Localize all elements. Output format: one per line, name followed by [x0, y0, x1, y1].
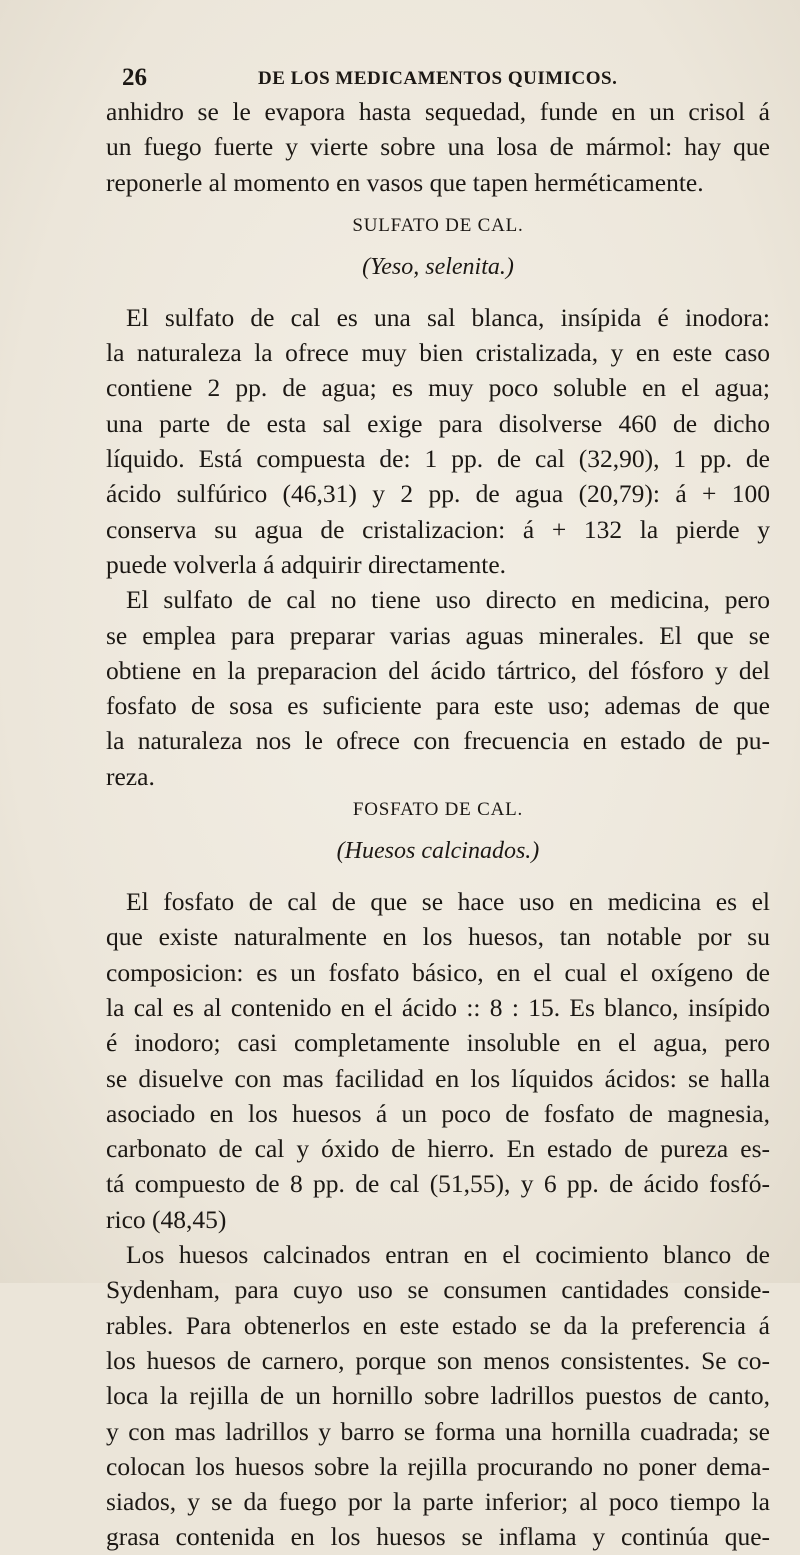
- text-line: puede volverla á adquirir directamente.: [106, 549, 507, 579]
- text-line: la naturaleza nos le ofrece con frecuencia en estado de pu-: [106, 726, 770, 756]
- text-line: reponerle al momento en vasos que tapen herméticamente.: [106, 167, 704, 197]
- text-line: El fosfato de cal de que se hace uso en medicina es el: [126, 887, 770, 917]
- text-line: carbonato de cal y óxido de hierro. En estado de pureza es-: [106, 1134, 770, 1164]
- text-line: y con mas ladrillos y barro se forma una hornilla cuadrada; se: [106, 1416, 770, 1446]
- text-line: El sulfato de cal no tiene uso directo en medicina, pero: [126, 585, 770, 615]
- text-line: una parte de esta sal exige para disolverse 460 de dicho: [106, 408, 770, 438]
- text-line: El sulfato de cal es una sal blanca, insípida é inodora:: [126, 302, 770, 332]
- text-line: ácido sulfúrico (46,31) y 2 pp. de agua (20,79): á + 100: [106, 479, 770, 509]
- text-line: Los huesos calcinados entran en el cocimiento blanco de: [126, 1240, 770, 1270]
- text-line: se emplea para preparar varias aguas minerales. El que se: [106, 620, 770, 650]
- text-line: líquido. Está compuesta de: 1 pp. de cal (32,90), 1 pp. de: [106, 444, 770, 474]
- text-line: anhidro se le evapora hasta sequedad, funde en un crisol á: [106, 97, 770, 126]
- section-subtitle-sulfato: (Yeso, selenita.): [362, 253, 514, 280]
- text-line: asociado en los huesos á un poco de fosfato de magnesia,: [106, 1098, 770, 1128]
- text-line: rables. Para obtenerlos en este estado se da la preferencia á: [106, 1310, 770, 1340]
- main-text: [106, 94, 770, 1555]
- text-line: Sydenham, para cuyo uso se consumen cantidades conside-: [106, 1275, 770, 1305]
- text-line: obtiene en la preparacion del ácido tártrico, del fósforo y del: [106, 655, 770, 685]
- text-line: la cal es al contenido en el ácido :: 8 : 15. Es blanco, insípido: [106, 992, 770, 1022]
- text-line: colocan los huesos sobre la rejilla procurando no poner dema-: [106, 1451, 770, 1481]
- text-line: loca la rejilla de un hornillo sobre ladrillos puestos de canto,: [106, 1381, 770, 1411]
- running-head: DE LOS MEDICAMENTOS QUIMICOS.: [258, 68, 618, 89]
- text-line: rico (48,45): [106, 1204, 227, 1234]
- text-line: fosfato de sosa es suficiente para este uso; ademas de que: [106, 691, 770, 721]
- text-line: la naturaleza la ofrece muy bien cristalizada, y en este caso: [106, 338, 770, 368]
- page-number: 26: [122, 64, 147, 91]
- text-line: é inodoro; casi completamente insoluble en el agua, pero: [106, 1028, 770, 1058]
- section-title-fosfato: FOSFATO DE CAL.: [352, 799, 524, 821]
- text-line: que existe naturalmente en los huesos, tan notable por su: [106, 922, 770, 952]
- text-line: contiene 2 pp. de agua; es muy poco soluble en el agua;: [106, 373, 770, 403]
- text-line: se disuelve con mas facilidad en los líquidos ácidos: se halla: [106, 1063, 770, 1093]
- text-line: reza.: [106, 761, 155, 791]
- text-line: tá compuesto de 8 pp. de cal (51,55), y 6 pp. de ácido fosfó-: [106, 1169, 770, 1199]
- text-line: los huesos de carnero, porque son menos consistentes. Se co-: [106, 1345, 770, 1375]
- text-line: un fuego fuerte y vierte sobre una losa de mármol: hay que: [106, 132, 770, 162]
- text-line: siados, y se da fuego por la parte inferior; al poco tiempo la: [106, 1487, 770, 1517]
- section-subtitle-fosfato: (Huesos calcinados.): [336, 838, 540, 865]
- section-title-sulfato: SULFATO DE CAL.: [352, 214, 524, 236]
- text-line: conserva su agua de cristalizacion: á + 132 la pierde y: [106, 514, 770, 544]
- text-line: composicion: es un fosfato básico, en el cual el oxígeno de: [106, 957, 770, 987]
- page-header: [122, 64, 742, 92]
- text-line: grasa contenida en los huesos se inflama y continúa que-: [106, 1522, 770, 1552]
